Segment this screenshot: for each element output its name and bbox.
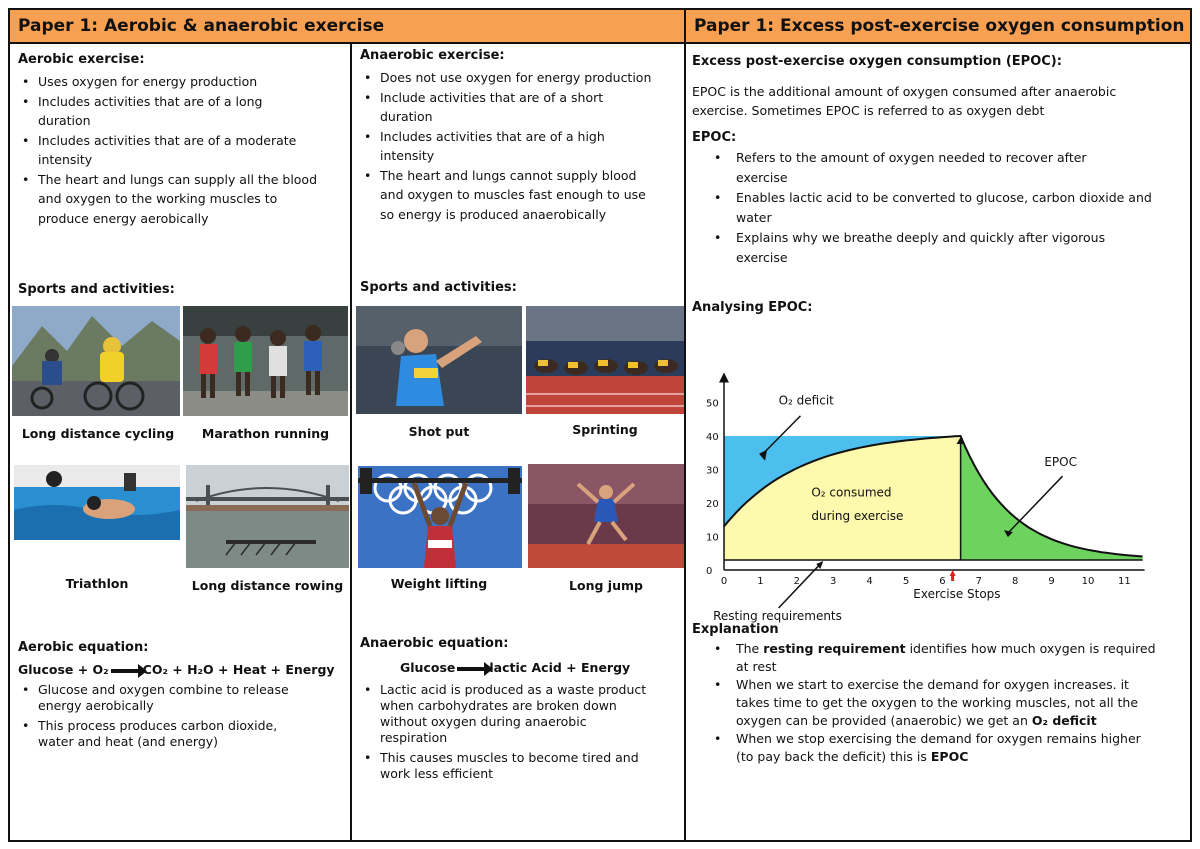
caption-triathlon: Triathlon xyxy=(65,576,129,591)
x-tick-label: 5 xyxy=(902,576,910,587)
caption-marathon: Marathon running xyxy=(201,426,330,441)
anaerobic-eq-bullets xyxy=(352,682,684,782)
cycling-photo xyxy=(12,306,180,416)
list-item: • Refers to the amount of oxygen needed to recover after exercise xyxy=(686,148,1188,188)
caption-rowing: Long distance rowing xyxy=(191,578,344,593)
worksheet-frame xyxy=(8,8,1192,842)
caption-long-jump: Long jump xyxy=(569,578,643,593)
caption-sprinting: Sprinting xyxy=(572,422,638,437)
list-item: • The resting requirement identifies how much oxygen is required at rest xyxy=(686,640,1188,676)
epoc-label: EPOC: xyxy=(692,130,737,145)
x-tick-label: 6 xyxy=(939,576,946,587)
exercise-stop-marker xyxy=(950,570,956,581)
x-tick-label: 10 xyxy=(1081,576,1095,587)
list-item: • Includes activities that are of a high intensity xyxy=(352,127,684,166)
x-tick-label: 1 xyxy=(757,576,764,587)
resting-label: Resting requirements xyxy=(713,609,842,623)
consumed-label-2: during exercise xyxy=(811,508,904,523)
anaerobic-equation: Glucose lactic Acid + Energy xyxy=(400,660,631,675)
list-item: • Includes activities that are of a long duration xyxy=(10,92,350,131)
explanation-title: Explanation xyxy=(692,622,779,637)
rowing-photo xyxy=(186,465,349,568)
arrow-icon xyxy=(111,669,141,673)
aerobic-bullets xyxy=(10,72,350,228)
epoc-title: Excess post-exercise oxygen consumption (EPOC): xyxy=(692,54,1062,69)
anaerobic-title: Anaerobic exercise: xyxy=(360,48,505,63)
anaerobic-column xyxy=(352,44,686,840)
list-item: • When we stop exercising the demand for oxygen remains higher (to pay back the deficit) this is EPOC xyxy=(686,730,1188,766)
y-tick-label: 30 xyxy=(706,465,719,477)
x-tick-label: 0 xyxy=(720,576,728,587)
aerobic-eq-bullets xyxy=(10,682,350,750)
list-item: • The heart and lungs can supply all the blood and oxygen to the working muscles to produce energy aerobically xyxy=(10,170,350,229)
x-tick-label: 9 xyxy=(1048,576,1055,587)
x-tick-label: 11 xyxy=(1118,576,1131,587)
arrow-icon xyxy=(457,667,487,671)
epoc-chart xyxy=(686,334,1190,623)
list-item: • Explains why we breathe deeply and quickly after vigorous exercise xyxy=(686,228,1188,268)
epoc-bullets xyxy=(686,148,1188,268)
list-item: • Does not use oxygen for energy production xyxy=(352,68,684,88)
weightlifting-photo xyxy=(358,466,522,568)
caption-shot-put: Shot put xyxy=(408,424,470,439)
list-item: • Enables lactic acid to be converted to glucose, carbon dioxide and water xyxy=(686,188,1188,228)
header-right-title: Paper 1: Excess post-exercise oxygen consumption xyxy=(686,10,1190,44)
y-axis-arrowhead xyxy=(719,373,729,383)
x-tick-label: 3 xyxy=(830,576,837,587)
explanation-bullets xyxy=(686,640,1188,766)
y-tick-label: 40 xyxy=(706,432,719,443)
caption-weight-lifting: Weight lifting xyxy=(390,576,488,591)
long-jump-photo xyxy=(528,464,684,568)
list-item: • Uses oxygen for energy production xyxy=(10,72,350,92)
marathon-photo xyxy=(183,306,348,416)
epoc-pointer xyxy=(1008,476,1063,533)
list-item: • Includes activities that are of a moderate intensity xyxy=(10,131,350,170)
triathlon-photo xyxy=(14,465,180,540)
y-tick-label: 10 xyxy=(706,532,719,544)
epoc-label-chart: EPOC xyxy=(1044,455,1077,470)
aerobic-equation-title: Aerobic equation: xyxy=(18,640,149,655)
analysing-epoc-title: Analysing EPOC: xyxy=(692,300,813,315)
list-item: • The heart and lungs cannot supply blood and oxygen to muscles fast enough to use so energy is produced anaerobically xyxy=(352,166,684,225)
x-tick-label: 4 xyxy=(866,576,873,587)
anaerobic-equation-title: Anaerobic equation: xyxy=(360,636,509,651)
anaerobic-bullets xyxy=(352,68,684,224)
resting-pointer xyxy=(779,562,823,608)
epoc-column xyxy=(686,44,1190,840)
caption-cycling: Long distance cycling xyxy=(21,426,175,441)
aerobic-equation: Glucose + O₂ CO₂ + H₂O + Heat + Energy xyxy=(18,662,335,677)
shot-put-photo xyxy=(356,306,522,414)
y-tick-label: 0 xyxy=(706,566,713,577)
aerobic-sports-title: Sports and activities: xyxy=(18,282,175,297)
consumed-label: O₂ consumed xyxy=(811,485,892,500)
list-item: • This causes muscles to become tired and work less efficient xyxy=(352,750,684,782)
y-tick-label: 20 xyxy=(706,499,719,510)
list-item: • This process produces carbon dioxide, water and heat (and energy) xyxy=(10,718,350,750)
x-tick-label: 7 xyxy=(975,576,982,587)
list-item: • Glucose and oxygen combine to release energy aerobically xyxy=(10,682,350,714)
list-item: • Include activities that are of a short duration xyxy=(352,88,684,127)
x-tick-label: 8 xyxy=(1012,576,1019,587)
epoc-intro: EPOC is the additional amount of oxygen consumed after anaerobic exercise. Sometimes EPOC is referred to as oxygen debt xyxy=(692,84,1117,118)
anaerobic-sports-title: Sports and activities: xyxy=(360,280,517,295)
aerobic-title: Aerobic exercise: xyxy=(18,52,145,67)
y-tick-label: 50 xyxy=(706,398,719,410)
x-axis-label: Exercise Stops xyxy=(913,587,1001,601)
header-left-title: Paper 1: Aerobic & anaerobic exercise xyxy=(10,10,686,44)
sprinting-photo xyxy=(526,306,684,414)
list-item: • When we start to exercise the demand for oxygen increases. it takes time to get the oxygen to the working muscles, not all the oxygen can be provided (anaerobic) we get an O₂ deficit xyxy=(686,676,1188,730)
list-item: • Lactic acid is produced as a waste product when carbohydrates are broken down without oxygen during anaerobic respiration xyxy=(352,682,684,746)
aerobic-column xyxy=(10,44,352,840)
x-tick-label: 2 xyxy=(793,576,800,587)
deficit-label: O₂ deficit xyxy=(778,393,834,408)
